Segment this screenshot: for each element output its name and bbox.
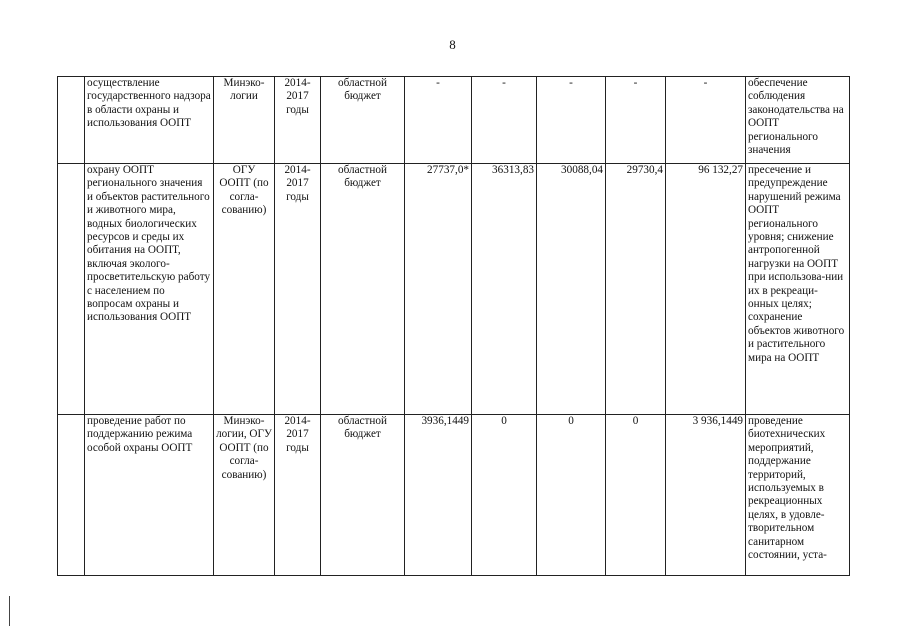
value-2017-cell: 0 (606, 415, 666, 576)
value-2016-cell: 0 (537, 415, 606, 576)
value-2014-cell: - (405, 77, 472, 164)
value-2017-cell: 29730,4 (606, 164, 666, 415)
total-cell: - (666, 77, 746, 164)
value-2014-cell: 3936,1449 (405, 415, 472, 576)
term-cell: 2014-2017 годы (275, 77, 321, 164)
value-2017-cell: - (606, 77, 666, 164)
task-cell: проведение работ по поддержанию режима особой охраны ООПТ (85, 415, 214, 576)
value-2014-cell: 27737,0* (405, 164, 472, 415)
funding-source-cell: областной бюджет (321, 164, 405, 415)
term-cell: 2014-2017 годы (275, 415, 321, 576)
task-cell: осуществление государственного надзора в области охраны и использования ООПТ (85, 77, 214, 164)
row-number-cell (58, 415, 85, 576)
row-number-cell (58, 164, 85, 415)
program-table (57, 76, 850, 576)
value-2016-cell: - (537, 77, 606, 164)
value-2015-cell: 0 (472, 415, 537, 576)
term-cell: 2014-2017 годы (275, 164, 321, 415)
page-number: 8 (449, 37, 456, 52)
executor-cell: ОГУ ООПТ (по согла-сованию) (214, 164, 275, 415)
row-number-cell (58, 77, 85, 164)
result-cell: пресечение и предупреждение нарушений режима ООПТ регионального уровня; снижение антропогенной нагрузки на ООПТ при использова-нии их в рекреаци-онных целях; сохранение объектов животного и растительного мира на ООПТ (746, 164, 850, 415)
task-cell: охрану ООПТ регионального значения и объектов растительного и животного мира, водных биологических ресурсов и среды их обитания на ООПТ, включая эколого-просветительскую работу с населением по вопросам охраны и использования ООПТ (85, 164, 214, 415)
result-cell: обеспечение соблюдения законодательства на ООПТ регионального значения (746, 77, 850, 164)
funding-source-cell: областной бюджет (321, 77, 405, 164)
table-row (58, 164, 850, 415)
scan-margin-mark (9, 596, 10, 626)
result-cell: проведение биотехнических мероприятий, поддержание территорий, используемых в рекреационных целях, в удовле-творительном санитарном состоянии, уста- (746, 415, 850, 576)
value-2015-cell: 36313,83 (472, 164, 537, 415)
executor-cell: Минэко-логии, ОГУ ООПТ (по согла-сованию) (214, 415, 275, 576)
value-2015-cell: - (472, 77, 537, 164)
total-cell: 3 936,1449 (666, 415, 746, 576)
funding-source-cell: областной бюджет (321, 415, 405, 576)
value-2016-cell: 30088,04 (537, 164, 606, 415)
table-row (58, 415, 850, 576)
table-row (58, 77, 850, 164)
total-cell: 96 132,27 (666, 164, 746, 415)
executor-cell: Минэко-логии (214, 77, 275, 164)
